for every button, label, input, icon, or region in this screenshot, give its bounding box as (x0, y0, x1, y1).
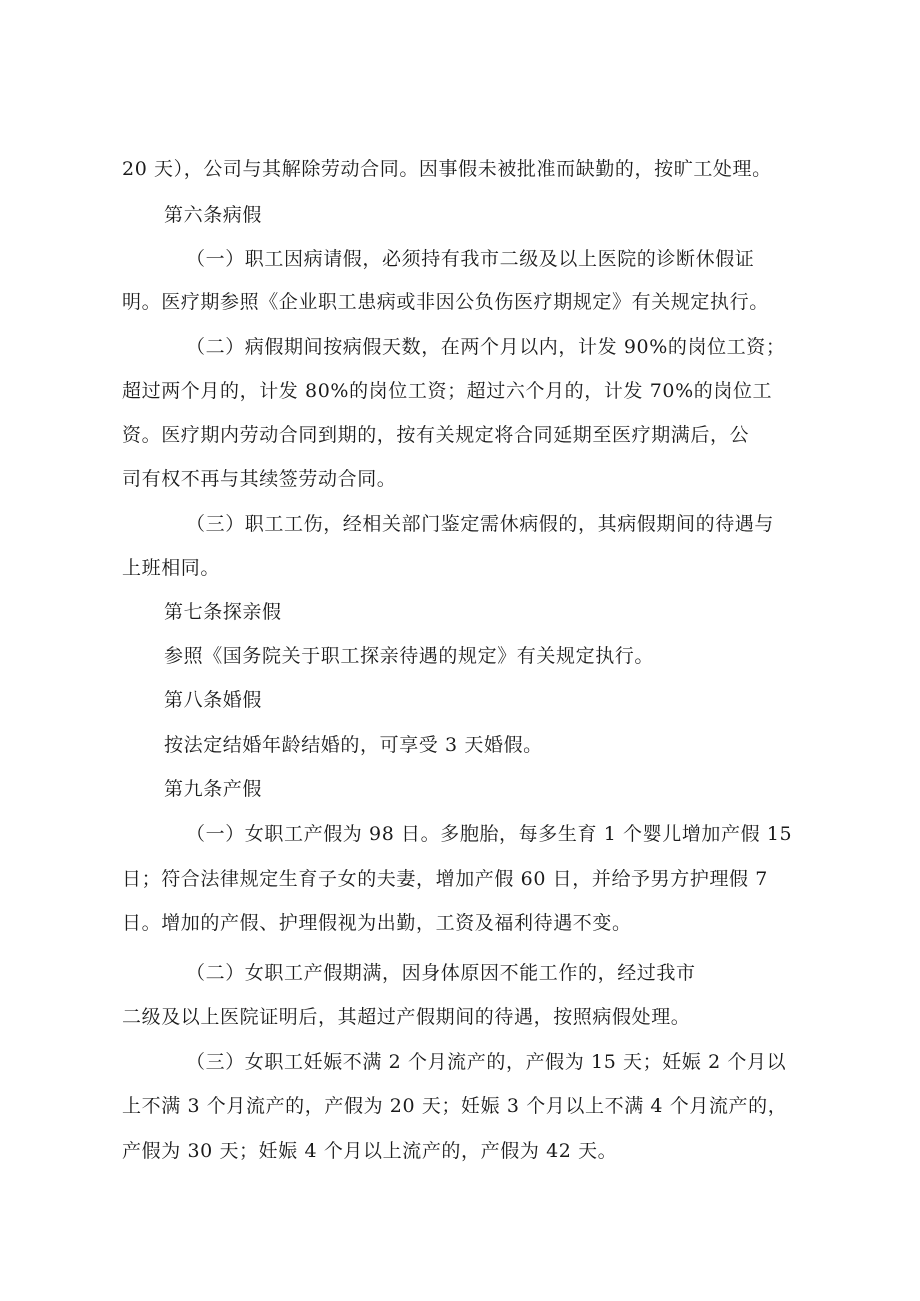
text-line: 上班相同。 (122, 557, 221, 579)
article-heading-marriage-leave: 第八条婚假 (164, 689, 263, 711)
text-line: 日。增加的产假、护理假视为出勤，工资及福利待遇不变。 (122, 912, 632, 934)
text-line: （二）女职工产假期满，因身体原因不能工作的，经过我市 (186, 962, 696, 984)
text-line: （三）职工工伤，经相关部门鉴定需休病假的，其病假期间的待遇与 (186, 513, 775, 535)
article-heading-home-leave: 第七条探亲假 (164, 601, 282, 623)
text-line: 资。医疗期内劳动合同到期的，按有关规定将合同延期至医疗期满后，公 (122, 424, 750, 446)
text-line: 二级及以上医院证明后，其超过产假期间的待遇，按照病假处理。 (122, 1006, 691, 1028)
text-line: （一）女职工产假为 98 日。多胞胎，每多生育 1 个婴儿增加产假 15 (186, 823, 793, 845)
text-line: 司有权不再与其续签劳动合同。 (122, 468, 397, 490)
text-line: 20 天），公司与其解除劳动合同。因事假未被批准而缺勤的，按旷工处理。 (122, 158, 772, 180)
text-line: 上不满 3 个月流产的，产假为 20 天；妊娠 3 个月以上不满 4 个月流产的， (122, 1095, 788, 1117)
text-line: 超过两个月的，计发 80%的岗位工资；超过六个月的，计发 70%的岗位工 (122, 380, 773, 402)
article-heading-sick-leave: 第六条病假 (164, 204, 263, 226)
article-heading-maternity-leave: 第九条产假 (164, 778, 263, 800)
text-line: 明。医疗期参照《企业职工患病或非因公负伤医疗期规定》有关规定执行。 (122, 291, 769, 313)
text-line: （一）职工因病请假，必须持有我市二级及以上医院的诊断休假证 (186, 248, 755, 270)
text-line: 参照《国务院关于职工探亲待遇的规定》有关规定执行。 (164, 645, 655, 667)
text-line: 日；符合法律规定生育子女的夫妻，增加产假 60 日，并给予男方护理假 7 (122, 868, 768, 890)
text-line: （二）病假期间按病假天数，在两个月以内，计发 90%的岗位工资； (186, 336, 786, 358)
text-line: 按法定结婚年龄结婚的，可享受 3 天婚假。 (164, 734, 543, 756)
text-line: （三）女职工妊娠不满 2 个月流产的，产假为 15 天；妊娠 2 个月以 (186, 1051, 787, 1073)
text-line: 产假为 30 天；妊娠 4 个月以上流产的，产假为 42 天。 (122, 1140, 618, 1162)
